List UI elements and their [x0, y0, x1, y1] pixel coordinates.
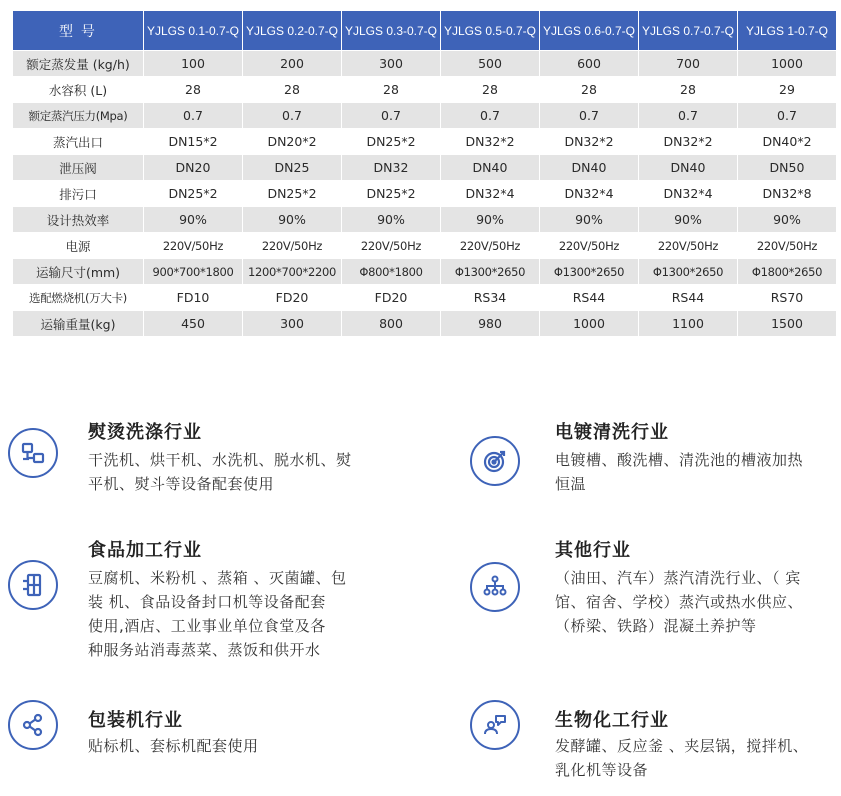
table-cell: 90% [243, 207, 341, 232]
table-row [13, 233, 836, 258]
table-cell: DN32*8 [738, 181, 836, 206]
table-cell: Φ1300*2650 [540, 259, 638, 284]
table-cell: DN32 [342, 155, 440, 180]
industry-title-biochem: 生物化工行业 [555, 710, 669, 731]
row-label: 运输尺寸(mm) [13, 259, 143, 284]
desc-line: 贴标机、套标机配套使用 [88, 737, 259, 755]
table-cell: 980 [441, 311, 539, 336]
row-label: 电源 [13, 233, 143, 258]
table-cell: 100 [144, 51, 242, 76]
industry-desc-food [88, 566, 398, 662]
table-cell: DN25*2 [342, 181, 440, 206]
table-cell: FD10 [144, 285, 242, 310]
table-cell: 800 [342, 311, 440, 336]
desc-line: 馆、宿舍、学校）蒸汽或热水供应、 [555, 593, 804, 611]
row-label: 蒸汽出口 [13, 129, 143, 154]
table-cell: 28 [144, 77, 242, 102]
table-cell: DN32*4 [639, 181, 737, 206]
header-model-label: 型 号 [13, 11, 143, 50]
table-cell: 300 [243, 311, 341, 336]
table-cell: 0.7 [144, 103, 242, 128]
table-cell: 28 [342, 77, 440, 102]
row-label: 排污口 [13, 181, 143, 206]
header-model-1: YJLGS 0.1-0.7-Q [144, 11, 242, 50]
table-cell: DN32*4 [441, 181, 539, 206]
table-row [13, 51, 836, 76]
table-cell: DN32*2 [540, 129, 638, 154]
row-label: 额定蒸发量 (kg/h) [13, 51, 143, 76]
table-cell: 1000 [540, 311, 638, 336]
row-label: 设计热效率 [13, 207, 143, 232]
desc-line: 种服务站消毒蒸菜、蒸饭和供开水 [88, 641, 321, 659]
industry-desc-other [555, 566, 840, 638]
table-cell: 90% [144, 207, 242, 232]
header-model-5: YJLGS 0.6-0.7-Q [540, 11, 638, 50]
network-icon [470, 562, 520, 612]
header-model-6: YJLGS 0.7-0.7-Q [639, 11, 737, 50]
table-cell: 28 [639, 77, 737, 102]
header-model-3: YJLGS 0.3-0.7-Q [342, 11, 440, 50]
table-cell: 0.7 [540, 103, 638, 128]
table-cell: 0.7 [738, 103, 836, 128]
table-row [13, 155, 836, 180]
table-cell: DN25 [243, 155, 341, 180]
table-cell: 220V/50Hz [738, 233, 836, 258]
table-cell: RS44 [540, 285, 638, 310]
table-cell: 29 [738, 77, 836, 102]
table-cell: 90% [342, 207, 440, 232]
table-cell: 90% [441, 207, 539, 232]
desc-line: 发酵罐、反应釜 、夹层锅，搅拌机、 [555, 737, 809, 755]
table-cell: 600 [540, 51, 638, 76]
table-cell: 90% [540, 207, 638, 232]
table-cell: 1100 [639, 311, 737, 336]
table-cell: RS44 [639, 285, 737, 310]
table-cell: DN32*2 [441, 129, 539, 154]
table-cell: 1500 [738, 311, 836, 336]
table-cell: 220V/50Hz [441, 233, 539, 258]
table-cell: DN15*2 [144, 129, 242, 154]
table-cell: DN40 [540, 155, 638, 180]
table-cell: 300 [342, 51, 440, 76]
table-cell: Φ1800*2650 [738, 259, 836, 284]
row-label: 选配燃烧机(万大卡) [13, 285, 143, 310]
row-label: 运输重量(kg) [13, 311, 143, 336]
table-row [13, 129, 836, 154]
table-cell: RS70 [738, 285, 836, 310]
table-cell: RS34 [441, 285, 539, 310]
industry-desc-electroplating [555, 448, 840, 496]
desc-line: 干洗机、烘干机、水洗机、脱水机、熨 [88, 451, 352, 469]
header-model-7: YJLGS 1-0.7-Q [738, 11, 836, 50]
table-cell: DN32*2 [639, 129, 737, 154]
industry-title-other: 其他行业 [555, 540, 631, 561]
table-cell: Φ1300*2650 [639, 259, 737, 284]
table-cell: 1000 [738, 51, 836, 76]
desc-line: 使用,酒店、工业事业单位食堂及各 [88, 617, 326, 635]
table-cell: 28 [243, 77, 341, 102]
table-cell: DN40 [639, 155, 737, 180]
industry-title-packaging: 包装机行业 [88, 710, 183, 731]
table-cell: DN40 [441, 155, 539, 180]
table-cell: 700 [639, 51, 737, 76]
table-cell: 28 [540, 77, 638, 102]
header-model-4: YJLGS 0.5-0.7-Q [441, 11, 539, 50]
table-cell: 0.7 [639, 103, 737, 128]
user-chat-icon [470, 700, 520, 750]
table-row [13, 181, 836, 206]
desc-line: 恒温 [555, 475, 587, 493]
industry-desc-biochem [555, 734, 840, 782]
table-cell: 1200*700*2200 [243, 259, 341, 284]
table-cell: 220V/50Hz [342, 233, 440, 258]
table-cell: 500 [441, 51, 539, 76]
desc-line: 平机、熨斗等设备配套使用 [88, 475, 275, 493]
table-cell: DN25*2 [342, 129, 440, 154]
table-cell: 90% [639, 207, 737, 232]
table-cell: FD20 [243, 285, 341, 310]
table-cell: 0.7 [342, 103, 440, 128]
table-cell: 220V/50Hz [540, 233, 638, 258]
desc-line: （桥梁、铁路）混凝土养护等 [555, 617, 757, 635]
table-cell: Φ1300*2650 [441, 259, 539, 284]
table-row [13, 207, 836, 232]
table-cell: FD20 [342, 285, 440, 310]
target-icon [470, 436, 520, 486]
table-cell: 450 [144, 311, 242, 336]
table-cell: 220V/50Hz [144, 233, 242, 258]
table-cell: 220V/50Hz [639, 233, 737, 258]
table-cell: Φ800*1800 [342, 259, 440, 284]
desc-line: 乳化机等设备 [555, 761, 649, 779]
table-cell: DN25*2 [144, 181, 242, 206]
table-cell: DN25*2 [243, 181, 341, 206]
industry-desc-packaging [88, 734, 398, 758]
share-icon [8, 700, 58, 750]
table-row [13, 103, 836, 128]
table-row [13, 285, 836, 310]
table-cell: 0.7 [441, 103, 539, 128]
desc-line: 装 机、食品设备封口机等设备配套 [88, 593, 326, 611]
industry-title-electroplating: 电镀清洗行业 [555, 422, 669, 443]
table-row [13, 311, 836, 336]
table-cell: 90% [738, 207, 836, 232]
table-cell: DN40*2 [738, 129, 836, 154]
table-header-row [13, 11, 836, 50]
table-cell: 0.7 [243, 103, 341, 128]
header-model-2: YJLGS 0.2-0.7-Q [243, 11, 341, 50]
table-cell: DN32*4 [540, 181, 638, 206]
table-cell: 200 [243, 51, 341, 76]
food-icon [8, 560, 58, 610]
table-cell: 220V/50Hz [243, 233, 341, 258]
industry-title-laundry: 熨烫洗涤行业 [88, 422, 202, 443]
table-row [13, 259, 836, 284]
row-label: 泄压阀 [13, 155, 143, 180]
industry-title-food: 食品加工行业 [88, 540, 202, 561]
spec-table [12, 10, 837, 337]
table-cell: DN20 [144, 155, 242, 180]
table-row [13, 77, 836, 102]
table-cell: 28 [441, 77, 539, 102]
desc-line: 电镀槽、酸洗槽、清洗池的槽液加热 [555, 451, 804, 469]
desc-line: 豆腐机、米粉机 、蒸箱 、灭菌罐、包 [88, 569, 347, 587]
desc-line: （油田、汽车）蒸汽清洗行业、（ 宾 [555, 569, 801, 587]
table-cell: DN50 [738, 155, 836, 180]
table-cell: DN20*2 [243, 129, 341, 154]
table-cell: 900*700*1800 [144, 259, 242, 284]
industry-desc-laundry [88, 448, 398, 496]
laundry-icon [8, 428, 58, 478]
row-label: 水容积 (L) [13, 77, 143, 102]
row-label: 额定蒸汽压力(Mpa) [13, 103, 143, 128]
